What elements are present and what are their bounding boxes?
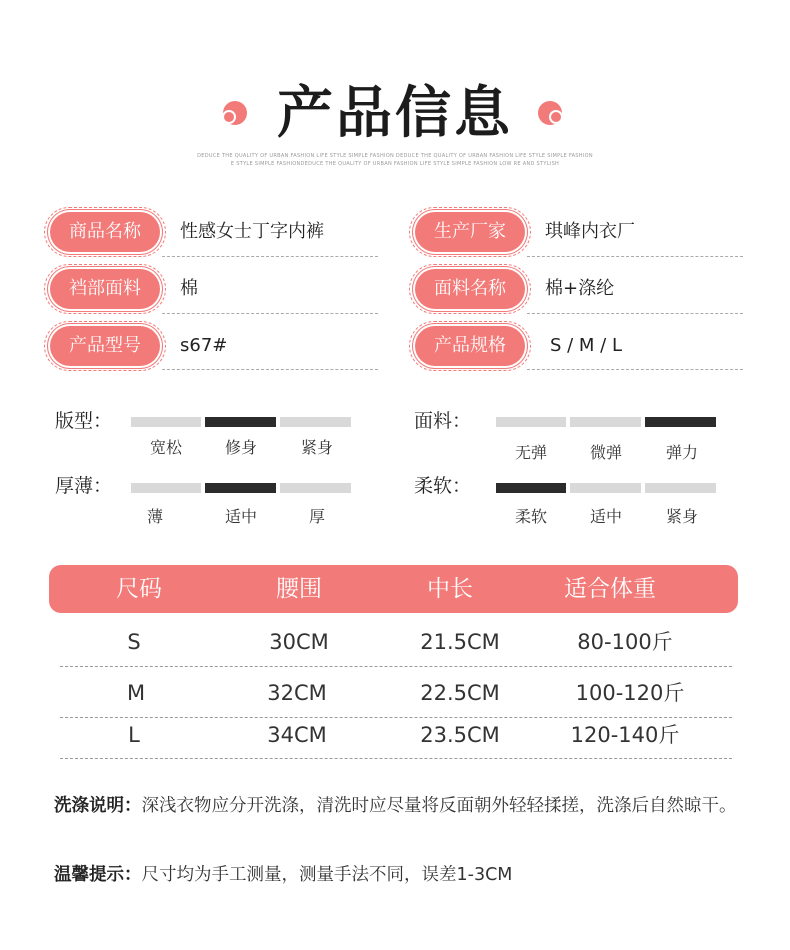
washing-title: 洗涤说明： [54,796,142,816]
scale-bar-fabric-slight [570,417,641,427]
table-cell-weight: 100-120斤 [575,681,685,705]
scale-bar-softness-soft [496,483,566,493]
tip-title: 温馨提示： [54,865,142,885]
table-divider [60,666,732,667]
divider [527,369,743,370]
info-value-manufacturer: 琪峰内衣厂 [545,221,635,242]
scale-bar-fabric-none [496,417,566,427]
attr-label-fabric: 面料： [414,410,472,432]
scale-bar-softness-tight [645,483,716,493]
page-title: 产品信息 [277,81,513,146]
scale-bar-thickness-thin [131,483,201,493]
attr-option: 紧身 [665,507,698,526]
info-label-crotch-fabric: 裆部面料 [50,269,160,309]
divider [527,313,743,314]
attr-label-softness: 柔软： [414,475,472,497]
info-label-fabric-name: 面料名称 [415,269,525,309]
washing-instructions [54,789,744,823]
info-label-product-name: 商品名称 [50,212,160,252]
attr-label-fit: 版型： [55,410,113,432]
subtitle-line-2: E STYLE SIMPLE FASHIONDEDUCE THE QUALITY OF URBAN FASHION LIFE STYLE SIMPLE FASHION LOW RE AND STYLISH [230,161,560,167]
attr-option: 薄 [146,507,163,526]
attr-option: 适中 [589,507,622,526]
scale-bar-thickness-thick [280,483,351,493]
info-value-crotch-fabric: 棉 [180,278,198,299]
attr-option-selected: 适中 [224,507,257,526]
divider [527,256,743,257]
table-cell-weight: 120-140斤 [570,723,680,747]
table-header-waist: 腰围 [276,576,322,602]
scale-bar-softness-medium [570,483,641,493]
table-cell-weight: 80-100斤 [577,630,673,654]
table-divider [60,717,732,718]
table-cell-length: 23.5CM [420,723,500,747]
scale-bar-fit-loose [131,417,201,427]
table-cell-length: 21.5CM [420,630,500,654]
attr-option-selected: 弹力 [665,443,698,462]
decorative-dot-right-icon [536,98,566,128]
info-label-manufacturer: 生产厂家 [415,212,525,252]
attr-option: 厚 [308,507,325,526]
info-label-model: 产品型号 [50,326,160,366]
scale-bar-fit-slim [205,417,276,427]
scale-bar-fit-tight [280,417,351,427]
table-cell-waist: 34CM [267,723,327,747]
attr-option-selected: 柔软 [514,507,547,526]
table-cell-waist: 30CM [269,630,329,654]
table-divider [60,758,732,759]
info-label-spec: 产品规格 [415,326,525,366]
subtitle-line-1: DEDUCE THE QUALITY OF URBAN FASHION LIFE STYLE SIMPLE FASHION DEDUCE THE QUALITY OF URBAN FASHION LIFE STYLE SIMPLE FASHION [197,153,593,159]
table-cell-length: 22.5CM [420,681,500,705]
tip-text: 尺寸均为手工测量，测量手法不同，误差1-3CM [141,865,513,885]
washing-text: 深浅衣物应分开洗涤，清洗时应尽量将反面朝外轻轻揉搓，洗涤后自然晾干。 [141,796,737,816]
info-value-fabric-name: 棉+涤纶 [545,278,615,299]
info-value-model: s67# [180,335,228,356]
warm-tip [54,858,744,892]
table-cell-waist: 32CM [267,681,327,705]
attr-option: 紧身 [300,438,333,457]
attr-option: 无弹 [514,443,547,462]
attr-option: 宽松 [149,438,182,457]
attr-option-selected: 修身 [224,438,257,457]
table-header-length: 中长 [427,576,473,602]
scale-bar-thickness-medium [205,483,276,493]
info-value-product-name: 性感女士丁字内裤 [180,221,324,242]
divider [162,313,378,314]
table-header-size: 尺码 [116,576,162,602]
info-value-spec: S / M / L [550,335,622,356]
attr-label-thickness: 厚薄： [55,475,113,497]
table-cell-size: S [127,630,141,654]
attr-option: 微弹 [589,443,622,462]
divider [162,256,378,257]
scale-bar-fabric-stretch [645,417,716,427]
table-header-weight: 适合体重 [564,576,656,602]
table-cell-size: L [128,723,140,747]
table-cell-size: M [126,681,146,705]
divider [162,369,378,370]
